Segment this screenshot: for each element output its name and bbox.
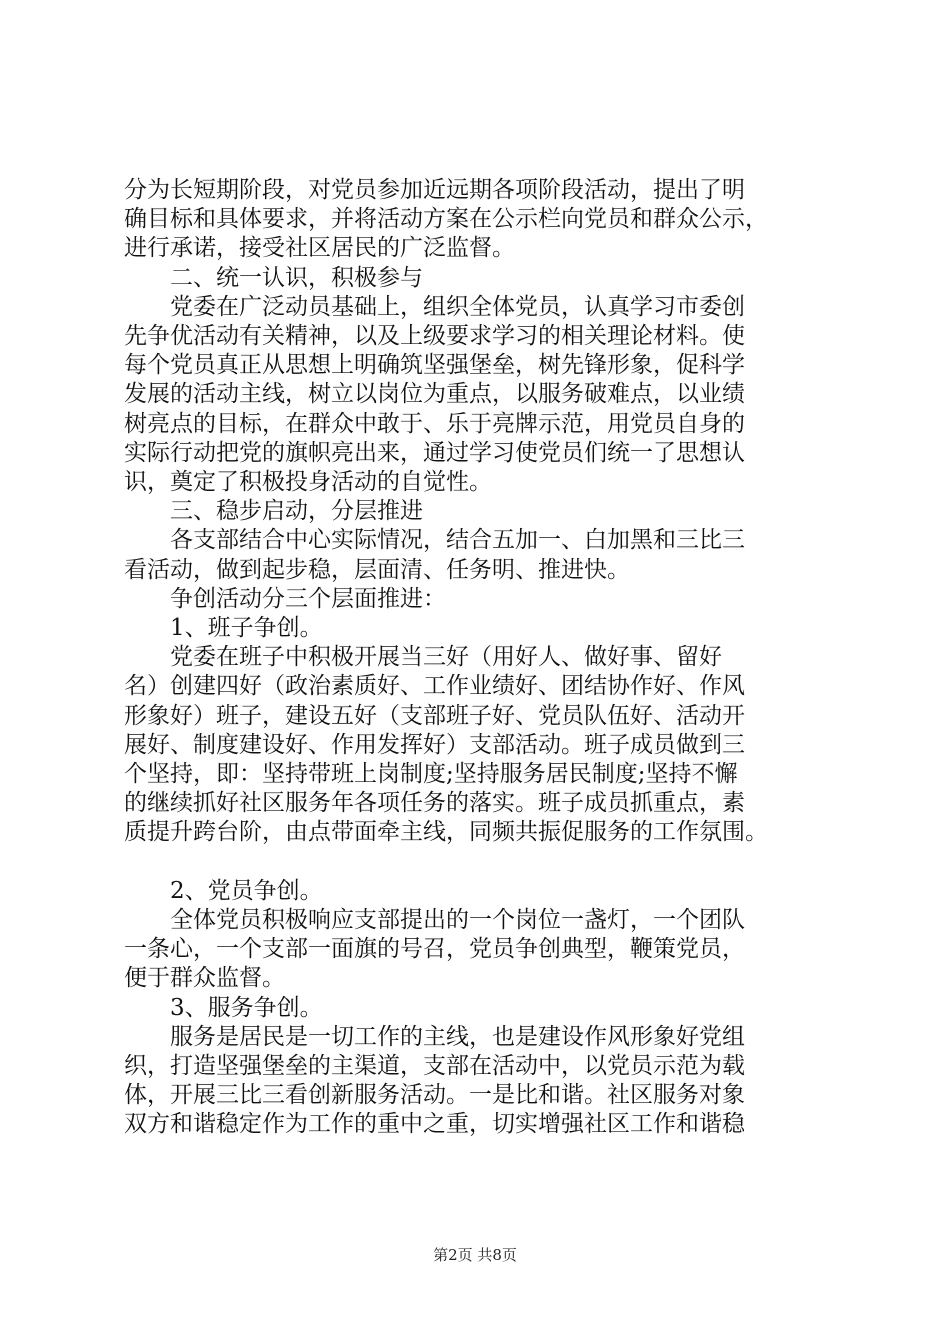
text-line: 3、服务争创。 bbox=[170, 994, 323, 1021]
text-line: 个坚持，即：坚持带班上岗制度;坚持服务居民制度;坚持不懈 bbox=[124, 761, 738, 788]
text-line: 便于群众监督。 bbox=[124, 965, 285, 992]
text-line: 确目标和具体要求，并将活动方案在公示栏向党员和群众公示， bbox=[124, 206, 768, 233]
text-line: 发展的活动主线，树立以岗位为重点，以服务破难点，以业绩 bbox=[124, 381, 745, 408]
text-line: 党委在班子中积极开展当三好（用好人、做好事、留好 bbox=[170, 644, 722, 671]
document-body bbox=[124, 176, 836, 1140]
text-line: 先争优活动有关精神，以及上级要求学习的相关理论材料。使 bbox=[124, 323, 745, 350]
text-line: 三、稳步启动，分层推进 bbox=[170, 498, 423, 525]
text-line: 实际行动把党的旗帜亮出来，通过学习使党员们统一了思想认 bbox=[124, 439, 745, 466]
text-line: 树亮点的目标，在群众中敢于、乐于亮牌示范，用党员自身的 bbox=[124, 410, 745, 437]
text-line: 各支部结合中心实际情况，结合五加一、白加黑和三比三 bbox=[170, 527, 745, 554]
text-line: 2、党员争创。 bbox=[170, 877, 323, 904]
text-line: 分为长短期阶段，对党员参加近远期各项阶段活动，提出了明 bbox=[124, 177, 745, 203]
text-line: 一条心，一个支部一面旗的号召，党员争创典型，鞭策党员， bbox=[124, 936, 745, 963]
page-footer: 第2页 共8页 bbox=[433, 1246, 517, 1264]
text-line: 体，开展三比三看创新服务活动。一是比和谐。社区服务对象 bbox=[124, 1082, 745, 1109]
text-line: 质提升跨台阶，由点带面牵主线，同频共振促服务的工作氛围。 bbox=[124, 819, 768, 846]
text-line: 党委在广泛动员基础上，组织全体党员，认真学习市委创 bbox=[170, 293, 745, 320]
text-line: 双方和谐稳定作为工作的重中之重，切实增强社区工作和谐稳 bbox=[124, 1111, 745, 1138]
text-line: 展好、制度建设好、作用发挥好）支部活动。班子成员做到三 bbox=[124, 731, 745, 758]
text-line: 进行承诺，接受社区居民的广泛监督。 bbox=[124, 235, 515, 262]
text-line: 织，打造坚强堡垒的主渠道，支部在活动中，以党员示范为载 bbox=[124, 1053, 745, 1080]
text-line: 名）创建四好（政治素质好、工作业绩好、团结协作好、作风 bbox=[124, 673, 745, 700]
text-line: 争创活动分三个层面推进： bbox=[170, 585, 446, 612]
text-line: 1、班子争创。 bbox=[170, 615, 323, 642]
text-line: 识，奠定了积极投身活动的自觉性。 bbox=[124, 469, 492, 496]
text-line: 服务是居民是一切工作的主线，也是建设作风形象好党组 bbox=[170, 1023, 745, 1050]
text-line: 每个党员真正从思想上明确筑坚强堡垒，树先锋形象，促科学 bbox=[124, 352, 745, 379]
text-line: 看活动，做到起步稳，层面清、任务明、推进快。 bbox=[124, 556, 630, 583]
text-line: 全体党员积极响应支部提出的一个岗位一盏灯，一个团队 bbox=[170, 907, 745, 934]
blank-line bbox=[124, 848, 836, 877]
text-line: 的继续抓好社区服务年各项任务的落实。班子成员抓重点，素 bbox=[124, 790, 745, 817]
text-line: 形象好）班子，建设五好（支部班子好、党员队伍好、活动开 bbox=[124, 702, 745, 729]
text-line: 二、统一认识，积极参与 bbox=[170, 264, 423, 291]
